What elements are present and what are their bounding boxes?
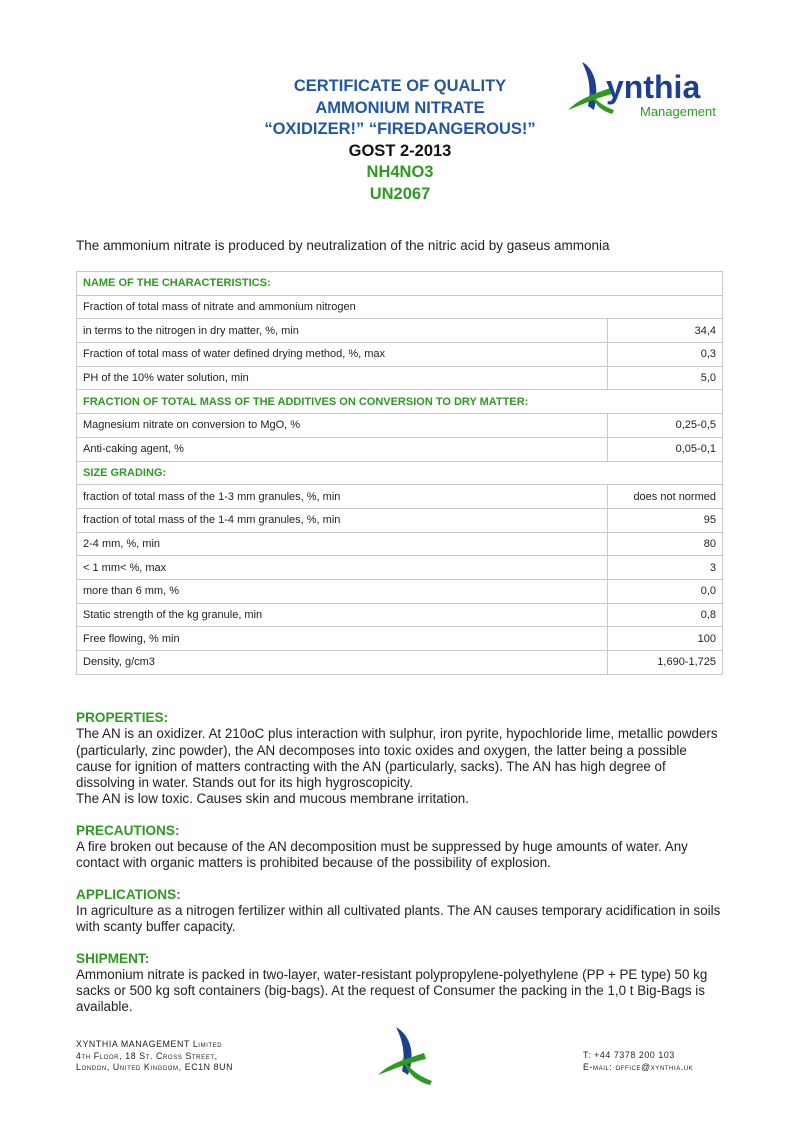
properties-body xyxy=(76,726,726,807)
table-row xyxy=(77,390,723,414)
table-row xyxy=(77,485,723,509)
characteristic-label-cell: Static strength of the kg granule, min xyxy=(77,603,608,627)
table-row xyxy=(77,651,723,675)
xynthia-logo xyxy=(566,58,736,126)
properties-heading: PROPERTIES: xyxy=(76,710,169,725)
characteristic-label-cell: Density, g/cm3 xyxy=(77,651,608,675)
section-heading-cell: SIZE GRADING: xyxy=(77,461,723,485)
characteristic-value-cell: 80 xyxy=(608,532,723,556)
characteristic-value-cell: 1,690-1,725 xyxy=(608,651,723,675)
table-row xyxy=(77,603,723,627)
applications-paragraph: In agriculture as a nitrogen fertilizer within all cultivated plants. The AN causes temporary acidification in soils with scanty buffer capacity. xyxy=(76,902,721,935)
hazard-warning: “OXIDIZER!” “FIREDANGEROUS!” xyxy=(264,120,536,138)
characteristic-value-cell: 0,0 xyxy=(608,579,723,603)
product-name: AMMONIUM NITRATE xyxy=(315,98,485,117)
characteristic-value-cell: does not normed xyxy=(608,485,723,509)
standard-code: GOST 2-2013 xyxy=(348,141,452,160)
section-heading-cell: NAME OF THE CHARACTERISTICS: xyxy=(77,272,723,296)
precautions-body xyxy=(76,839,726,872)
email-address: E-mail: office@xynthia.uk xyxy=(583,1061,694,1072)
characteristic-label-cell: Free flowing, % min xyxy=(77,627,608,651)
applications-heading: APPLICATIONS: xyxy=(76,886,181,902)
table-row xyxy=(77,272,723,296)
characteristic-label-cell: Fraction of total mass of water defined drying method, %, max xyxy=(77,343,608,367)
table-row xyxy=(77,343,723,367)
chemical-formula: NH4NO3 xyxy=(366,163,434,181)
shipment-paragraph: Ammonium nitrate is packed in two-layer, water-resistant polypropylene-polyethylene (PP + PE type) 50 kg sacks or 500 kg soft containers (big-bags). At the request of Consumer the packing in the 1,0 t Big-Bags is available. xyxy=(76,966,708,1015)
characteristic-label-cell: fraction of total mass of the 1-4 mm granules, %, min xyxy=(77,508,608,532)
table-row xyxy=(77,627,723,651)
properties-paragraph: The AN is an oxidizer. At 210oC plus interaction with sulphur, iron pyrite, hypochloride lime, metallic powders (particularly, zinc powder), the AN decomposes into toxic oxides and oxygen, the latter being a possible cause for ignition of matters contracting with the AN (particularly, sacks). The AN has high degree of dissolving in water. Stands out for its high hygroscopicity. xyxy=(76,726,718,791)
characteristic-label-cell: < 1 mm< %, max xyxy=(77,556,608,580)
characteristic-value-cell: 0,25-0,5 xyxy=(608,414,723,438)
footer-contact xyxy=(583,1050,693,1073)
characteristic-value-cell: 0,05-0,1 xyxy=(608,437,723,461)
characteristic-label-cell: Fraction of total mass of nitrate and ammonium nitrogen xyxy=(77,295,723,319)
characteristic-label-cell: fraction of total mass of the 1-3 mm granules, %, min xyxy=(77,485,608,509)
table-row xyxy=(77,579,723,603)
intro-text: The ammonium nitrate is produced by neutralization of the nitric acid by gaseus ammonia xyxy=(76,238,610,253)
shipment-body xyxy=(76,967,726,1016)
characteristic-value-cell: 100 xyxy=(608,627,723,651)
table-row xyxy=(77,508,723,532)
characteristic-label-cell: in terms to the nitrogen in dry matter, %, min xyxy=(77,319,608,343)
precautions-heading: PRECAUTIONS: xyxy=(76,822,180,838)
address-line: London, United Kingdom, EC1N 8UN xyxy=(76,1062,234,1072)
characteristic-value-cell: 3 xyxy=(608,556,723,580)
properties-paragraph: The AN is low toxic. Causes skin and mucous membrane irritation. xyxy=(76,791,469,807)
body-sections xyxy=(76,710,726,1016)
characteristic-label-cell: 2-4 mm, %, min xyxy=(77,532,608,556)
address-line: 4th Floor, 18 St. Cross Street, xyxy=(76,1050,218,1061)
characteristic-value-cell: 5,0 xyxy=(608,366,723,390)
footer-x-swoosh xyxy=(378,1053,426,1075)
precautions-paragraph: A fire broken out because of the AN decomposition must be suppressed by huge amounts of water. Any contact with organic matters is prohibited because of the possibility of explosion. xyxy=(76,839,688,871)
un-number: UN2067 xyxy=(369,184,431,203)
table-row xyxy=(77,295,723,319)
characteristic-label-cell: Anti-caking agent, % xyxy=(77,437,608,461)
logo-wordmark: ynthia xyxy=(606,69,701,105)
logo-subtitle: Management xyxy=(640,104,716,119)
phone-number: T: +44 7378 200 103 xyxy=(583,1050,675,1060)
table-row xyxy=(77,532,723,556)
document-header xyxy=(200,76,600,205)
characteristic-label-cell: PH of the 10% water solution, min xyxy=(77,366,608,390)
table-row xyxy=(77,556,723,580)
table-row xyxy=(77,319,723,343)
characteristics-table xyxy=(76,271,723,675)
characteristic-label-cell: Magnesium nitrate on conversion to MgO, % xyxy=(77,414,608,438)
characteristic-value-cell: 95 xyxy=(608,508,723,532)
table-row xyxy=(77,437,723,461)
characteristic-value-cell: 0,8 xyxy=(608,603,723,627)
table-row xyxy=(77,366,723,390)
footer-logo-mark xyxy=(374,1025,438,1085)
certificate-title: CERTIFICATE OF QUALITY xyxy=(293,77,507,95)
section-heading-cell: FRACTION OF TOTAL MASS OF THE ADDITIVES ON CONVERSION TO DRY MATTER: xyxy=(77,390,723,414)
shipment-heading: SHIPMENT: xyxy=(76,950,150,966)
company-name: XYNTHIA MANAGEMENT Limited xyxy=(76,1039,223,1049)
footer-address xyxy=(76,1039,233,1074)
table-row xyxy=(77,414,723,438)
characteristic-label-cell: more than 6 mm, % xyxy=(77,579,608,603)
applications-body xyxy=(76,903,726,936)
table-row xyxy=(77,461,723,485)
characteristic-value-cell: 0,3 xyxy=(608,343,723,367)
characteristic-value-cell: 34,4 xyxy=(608,319,723,343)
